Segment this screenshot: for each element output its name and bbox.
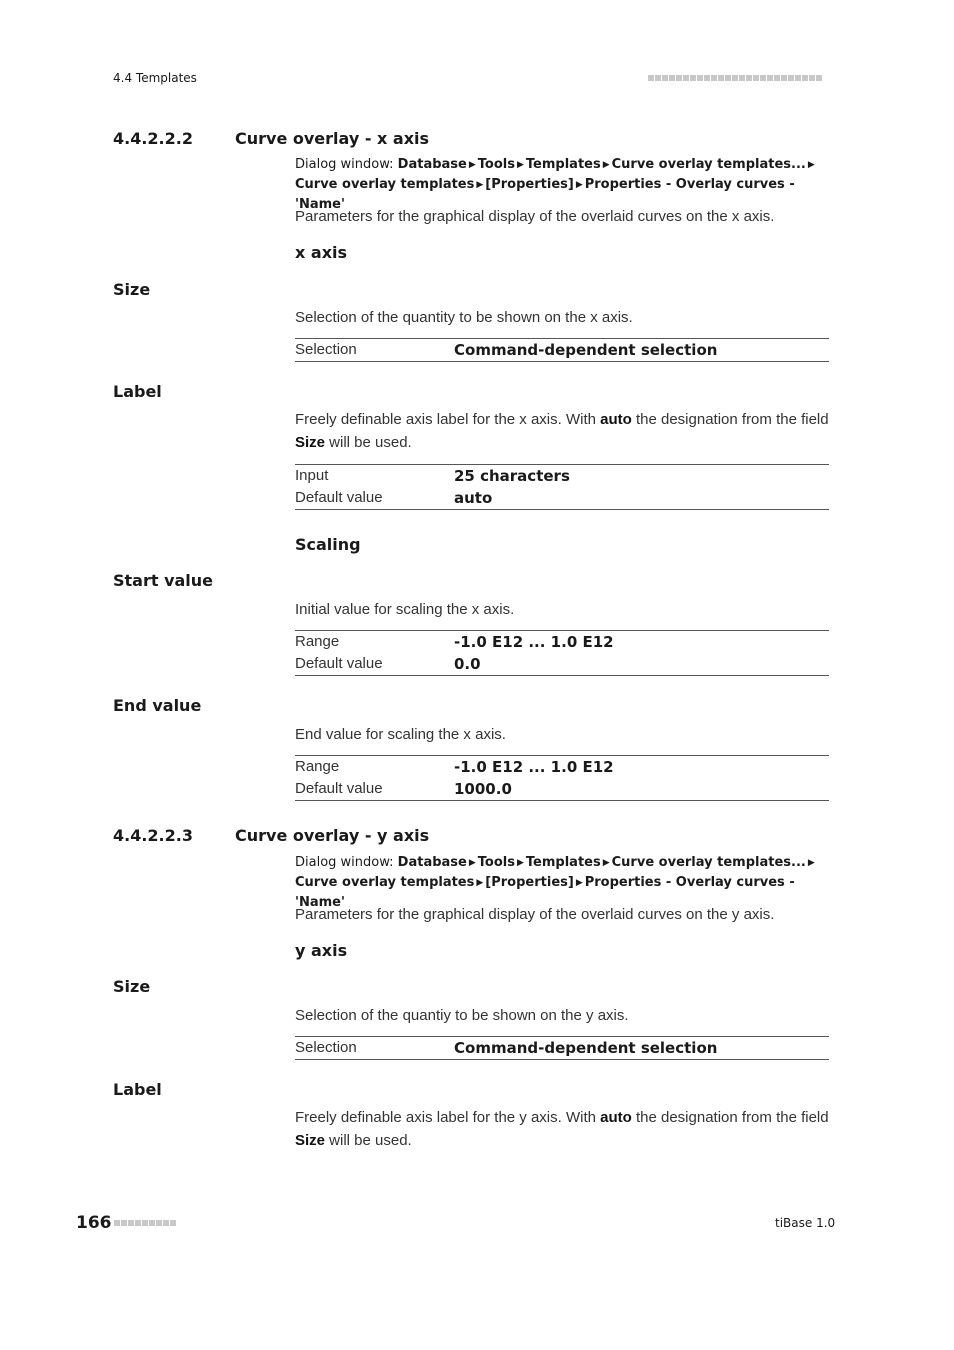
table-row <box>295 339 829 361</box>
dialog-prefix: Dialog window: <box>295 855 398 870</box>
table-row <box>295 487 829 509</box>
path-item: Properties - Overlay curves - 'Name' <box>295 177 795 212</box>
section-intro: Parameters for the graphical display of the overlaid curves on the y axis. <box>295 906 775 923</box>
triangle-right-icon: ▶ <box>516 160 524 170</box>
text-bold: Size <box>295 434 326 451</box>
running-header-section: 4.4 Templates <box>113 71 197 85</box>
triangle-right-icon: ▶ <box>602 858 610 868</box>
path-item: Tools <box>477 855 515 870</box>
property-value: 0.0 <box>454 655 481 673</box>
section-title: Curve overlay - y axis <box>235 826 430 845</box>
dialog-prefix: Dialog window: <box>295 157 398 172</box>
text-run: the designation from the field <box>631 1109 829 1126</box>
table-row <box>295 631 829 653</box>
table-row <box>295 653 829 675</box>
property-table <box>295 755 829 801</box>
triangle-right-icon: ▶ <box>468 858 476 868</box>
triangle-right-icon: ▶ <box>602 160 610 170</box>
term-description: End value for scaling the x axis. <box>295 726 506 743</box>
triangle-right-icon: ▶ <box>516 858 524 868</box>
triangle-right-icon: ▶ <box>575 180 583 190</box>
property-key: Range <box>295 633 340 650</box>
term-size: Size <box>113 280 151 299</box>
property-value: -1.0 E12 ... 1.0 E12 <box>454 633 614 651</box>
property-key: Default value <box>295 489 383 506</box>
triangle-right-icon: ▶ <box>476 878 484 888</box>
triangle-right-icon: ▶ <box>575 878 583 888</box>
property-table <box>295 338 829 362</box>
path-item: Templates <box>525 157 601 172</box>
term-description <box>295 1106 835 1152</box>
property-table <box>295 464 829 510</box>
property-value: 25 characters <box>454 467 570 485</box>
table-row <box>295 465 829 487</box>
header-decoration <box>648 75 823 81</box>
section-number: 4.4.2.2.3 <box>113 826 193 845</box>
property-value: 1000.0 <box>454 780 512 798</box>
property-table <box>295 1036 829 1060</box>
property-key: Input <box>295 467 329 484</box>
property-key: Default value <box>295 780 383 797</box>
path-item: Curve overlay templates <box>295 875 475 890</box>
property-key: Default value <box>295 655 383 672</box>
table-row <box>295 756 829 778</box>
path-item: Curve overlay templates <box>295 177 475 192</box>
property-value: -1.0 E12 ... 1.0 E12 <box>454 758 614 776</box>
term-description: Selection of the quantity to be shown on the x axis. <box>295 309 633 326</box>
path-item: Properties - Overlay curves - 'Name' <box>295 875 795 910</box>
footer-decoration <box>114 1220 177 1226</box>
term-description: Initial value for scaling the x axis. <box>295 601 515 618</box>
table-row <box>295 778 829 800</box>
property-value: Command-dependent selection <box>454 341 718 359</box>
term-label: Label <box>113 1080 162 1099</box>
term-label: Label <box>113 382 162 401</box>
path-item: Curve overlay templates... <box>611 855 806 870</box>
subheading: Scaling <box>295 535 361 554</box>
triangle-right-icon: ▶ <box>807 160 815 170</box>
path-item: Database <box>397 157 467 172</box>
term-size: Size <box>113 977 151 996</box>
table-row <box>295 1037 829 1059</box>
path-item: Database <box>397 855 467 870</box>
product-name: tiBase 1.0 <box>775 1216 836 1230</box>
property-key: Selection <box>295 341 357 358</box>
triangle-right-icon: ▶ <box>807 858 815 868</box>
text-bold: auto <box>600 411 632 428</box>
term-description <box>295 408 835 454</box>
triangle-right-icon: ▶ <box>476 180 484 190</box>
page-number: 166 <box>76 1213 112 1233</box>
term-end-value: End value <box>113 696 202 715</box>
term-description: Selection of the quantiy to be shown on the y axis. <box>295 1007 629 1024</box>
section-number: 4.4.2.2.2 <box>113 129 193 148</box>
text-run: will be used. <box>325 434 412 451</box>
property-key: Range <box>295 758 340 775</box>
section-intro: Parameters for the graphical display of the overlaid curves on the x axis. <box>295 208 775 225</box>
triangle-right-icon: ▶ <box>468 160 476 170</box>
text-bold: auto <box>600 1109 632 1126</box>
text-run: Freely definable axis label for the x axis. With <box>295 411 601 428</box>
property-value: auto <box>454 489 493 507</box>
property-value: Command-dependent selection <box>454 1039 718 1057</box>
text-run: will be used. <box>325 1132 412 1149</box>
path-item: Templates <box>525 855 601 870</box>
path-item: [Properties] <box>485 875 574 890</box>
path-item: Tools <box>477 157 515 172</box>
term-start-value: Start value <box>113 571 214 590</box>
text-bold: Size <box>295 1132 326 1149</box>
path-item: [Properties] <box>485 177 574 192</box>
subheading: y axis <box>295 941 348 960</box>
property-table <box>295 630 829 676</box>
property-key: Selection <box>295 1039 357 1056</box>
text-run: Freely definable axis label for the y axis. With <box>295 1109 601 1126</box>
section-title: Curve overlay - x axis <box>235 129 430 148</box>
subheading: x axis <box>295 243 348 262</box>
text-run: the designation from the field <box>631 411 829 428</box>
path-item: Curve overlay templates... <box>611 157 806 172</box>
